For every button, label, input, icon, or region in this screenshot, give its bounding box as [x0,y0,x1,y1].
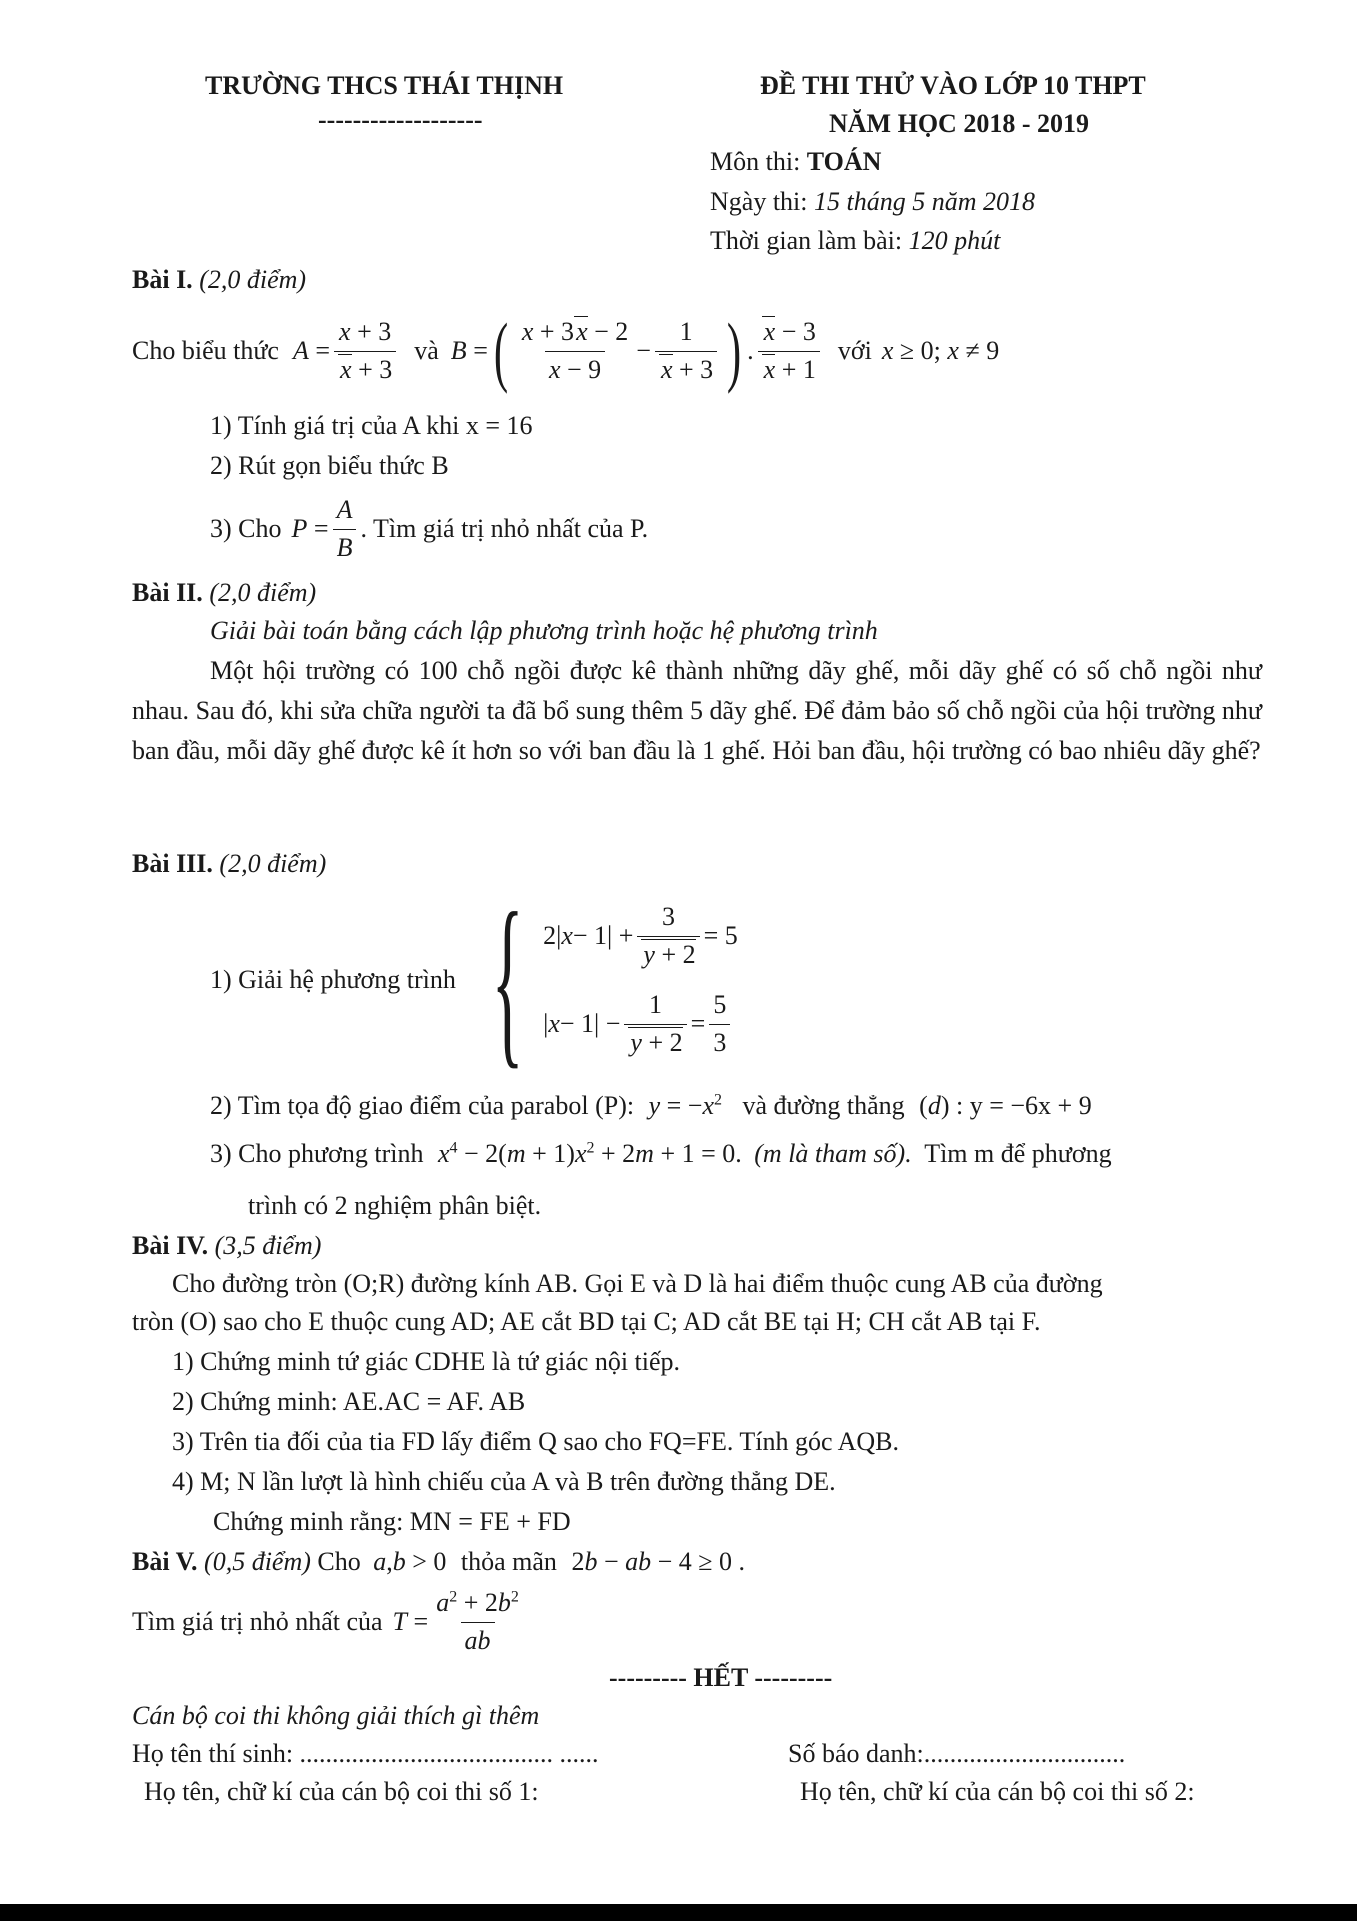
bai5-question: Tìm giá trị nhỏ nhất của T = $\frac{a^2 + 2b^2}{ab}$ [132,1582,527,1662]
bai4-line1: Cho đường tròn (O;R) đường kính AB. Gọi E và D là hai điểm thuộc cung AB của đường [172,1269,1103,1298]
subject-line: Môn thi: TOÁN [710,147,882,176]
proctor1-signature-label: Họ tên, chữ kí của cán bộ coi thi số 1: [144,1777,539,1806]
bai5-heading: Bài V. (0,5 điểm) Cho a,b > 0 thỏa mãn 2b − ab − 4 ≥ 0 . [132,1547,746,1576]
school-name: TRƯỜNG THCS THÁI THỊNH [205,71,564,100]
candidate-number-field: Số báo danh:............................... [788,1739,1126,1768]
bai1-q3: 3) Cho P = $\frac{A}{B}$ . Tìm giá trị nhỏ nhất của P. [210,496,648,562]
bai1-expression-line: Cho biểu thức A = $\frac{x + 3}{x + 3}$ và B = ( $\frac{x + 3x - 2}{x - 9}$ − $\frac{1}{x + 3}$ ) . $\frac{x - 3}{x + 1}$ với x ≥ 0; x ≠ 9 [132,307,1000,394]
bai3-q1: 1) Giải hệ phương trình { 2| x − 1| + $\frac{3}{y + 2}$ = 5 | x − 1| − $\frac{1}{y + 2}$ = $\frac{5}{3}$ [210,875,738,1085]
duration: 120 phút [908,226,1001,255]
bai4-q2: 2) Chứng minh: AE.AC = AF. AB [172,1387,526,1416]
bai3-q2: 2) Tìm tọa độ giao điểm của parabol (P): $y = -x^2$ và đường thẳng (d) : y = −6x + 9 [210,1091,1092,1120]
proctor-note: Cán bộ coi thi không giải thích gì thêm [132,1701,540,1730]
bai3-heading: Bài III. (2,0 điểm) [132,849,327,878]
exam-date-line: Ngày thi: 15 tháng 5 năm 2018 [710,187,1035,216]
bai2-problem: Một hội trường có 100 chỗ ngồi được kê thành những dãy ghế, mỗi dãy ghế có số chỗ ngồi như nhau. Sau đó, khi sửa chữa người ta đã bổ sung thêm 5 dãy ghế. Để đảm bảo số chỗ ngồi của hội trường như ban đầu, mỗi dãy ghế được kê ít hơn so với ban đầu là 1 ghế. Hỏi ban đầu, hội trường có bao nhiêu dãy ghế? [132,656,1262,765]
end-marker: --------- HẾT --------- [609,1663,833,1692]
bottom-scan-border [0,1904,1357,1921]
bai3-q3-line2: trình có 2 nghiệm phân biệt. [248,1191,542,1220]
bai2-heading: Bài II. (2,0 điểm) [132,578,317,607]
school-year: NĂM HỌC 2018 - 2019 [829,109,1089,138]
bai1-q1: 1) Tính giá trị của A khi x = 16 [210,411,533,440]
candidate-name-field: Họ tên thí sinh: ....................................... ...... [132,1739,599,1768]
exam-title: ĐỀ THI THỬ VÀO LỚP 10 THPT [760,71,1146,100]
bai4-q1: 1) Chứng minh tứ giác CDHE là tứ giác nội tiếp. [172,1347,681,1376]
bai1-heading: Bài I. (2,0 điểm) [132,265,307,294]
duration-line: Thời gian làm bài: 120 phút [710,226,1001,255]
bai1-q2: 2) Rút gọn biểu thức B [210,451,449,480]
proctor2-signature-label: Họ tên, chữ kí của cán bộ coi thi số 2: [800,1777,1195,1806]
subject: TOÁN [806,147,882,176]
bai4-line2: tròn (O) sao cho E thuộc cung AD; AE cắt BD tại C; AD cắt BE tại H; CH cắt AB tại F. [132,1307,1041,1336]
school-rule: ------------------- [318,105,483,134]
bai4-q4-line2: Chứng minh rằng: MN = FE + FD [213,1507,571,1536]
bai4-heading: Bài IV. (3,5 điểm) [132,1231,322,1260]
bai4-q4: 4) M; N lần lượt là hình chiếu của A và B trên đường thẳng DE. [172,1467,836,1496]
bai2-instruction: Giải bài toán bằng cách lập phương trình hoặc hệ phương trình [210,616,878,645]
bai4-q3: 3) Trên tia đối của tia FD lấy điểm Q sao cho FQ=FE. Tính góc AQB. [172,1427,899,1456]
bai3-q3: 3) Cho phương trình $x^4 - 2(m + 1)x^2 + 2m + 1 = 0$. (m là tham số). Tìm m để phương [210,1139,1112,1168]
exam-date: 15 tháng 5 năm 2018 [814,187,1035,216]
